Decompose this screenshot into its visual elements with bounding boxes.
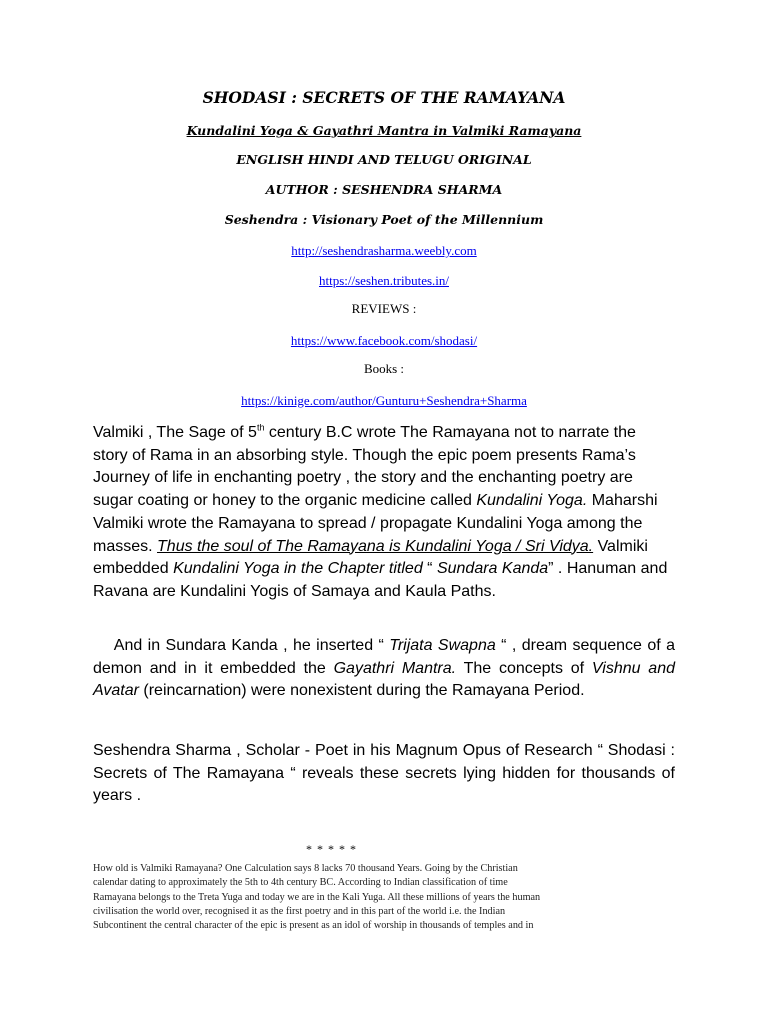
p1-text-a: Valmiki , The Sage of 5 xyxy=(93,424,257,441)
author-line: AUTHOR : SESHENDRA SHARMA xyxy=(265,182,503,197)
books-label: Books : xyxy=(363,361,405,376)
p2-vishnu-avatar: Vishnu and Avatar xyxy=(93,659,675,700)
footnote-line-2: calendar dating to approximately the 5th to 4th century BC. According to Indian classification of time xyxy=(93,877,508,889)
p1-soul-statement: Thus the soul of The Ramayana is Kundalini Yoga / Sri Vidya. xyxy=(157,537,594,555)
section-separator: * * * * * xyxy=(306,842,357,856)
footnote-line-5: Subcontinent the central character of the epic is present as an idol of worship in thousands of temples and in xyxy=(93,920,534,932)
facebook-link[interactable]: https://www.facebook.com/shodasi/ xyxy=(290,333,478,348)
page-title: SHODASI : SECRETS OF THE RAMAYANA xyxy=(202,88,566,107)
p1-text-b: century B.C wrote The Ramayana not to narrate the story of Rama in an absorbing style. Though the epic poem presents Rama’s Journey of life in enchanting poetry , the story and the enchanting poetry are sugar coating or honey to the organic medicine called xyxy=(93,424,636,510)
languages-line: ENGLISH HINDI AND TELUGU ORIGINAL xyxy=(236,152,532,167)
p1-text-d: Maharshi Valmiki wrote the Ramayana to spread / propagate Kundalini Yoga among the masses. xyxy=(93,492,658,555)
paragraph-intro xyxy=(93,422,675,604)
p1-chapter-phrase: Kundalini Yoga in the Chapter titled xyxy=(173,560,423,578)
paragraph-shodasi: Seshendra Sharma , Scholar - Poet in his Magnum Opus of Research “ Shodasi : Secrets of The Ramayana “ reveals these secrets lying hidden for thousands of years . xyxy=(93,742,675,805)
p1-kundalini-yoga: Kundalini Yoga. xyxy=(476,492,588,510)
p1-superscript: th xyxy=(256,422,265,433)
p2-text-c: “ , dream sequence of a demon and in it embedded the xyxy=(93,637,675,677)
footnote-line-3: Ramayana belongs to the Treta Yuga and today we are in the Kali Yuga. All these millions of years the human xyxy=(93,891,541,903)
footnote-text xyxy=(93,862,675,933)
p1-text-j: ” . Hanuman and Ravana are Kundalini Yogis of Samaya and Kaula Paths. xyxy=(93,560,668,600)
tagline: Seshendra : Visionary Poet of the Millennium xyxy=(224,212,544,227)
p2-text-e: The concepts of xyxy=(456,659,592,677)
paragraph-sundara-kanda xyxy=(93,635,675,703)
kinige-link[interactable]: https://kinige.com/author/Gunturu+Seshendra+Sharma xyxy=(241,393,527,408)
reviews-label: REVIEWS : xyxy=(351,301,417,316)
p2-gayathri-mantra: Gayathri Mantra. xyxy=(333,659,457,677)
footnote-line-1: How old is Valmiki Ramayana? One Calculation says 8 lacks 70 thousand Years. Going by the Christian xyxy=(93,863,518,874)
p2-text-a: And in Sundara Kanda , he inserted “ xyxy=(93,637,390,654)
website-link[interactable]: http://seshendrasharma.weebly.com xyxy=(291,243,477,258)
footnote-line-4: civilisation the world over, recognised it as the first poetry and in this part of the world i.e. the Indian xyxy=(93,905,506,917)
p1-text-f: Valmiki embedded xyxy=(93,537,648,578)
p1-sundara-kanda: Sundara Kanda xyxy=(436,560,549,578)
page-subtitle: Kundalini Yoga & Gayathri Mantra in Valmiki Ramayana xyxy=(186,123,582,138)
tributes-link[interactable]: https://seshen.tributes.in/ xyxy=(319,273,449,288)
p2-text-g: (reincarnation) were nonexistent during the Ramayana Period. xyxy=(138,682,585,700)
p2-trijata-swapna: Trijata Swapna xyxy=(389,637,496,654)
p1-text-h: “ xyxy=(422,560,437,578)
